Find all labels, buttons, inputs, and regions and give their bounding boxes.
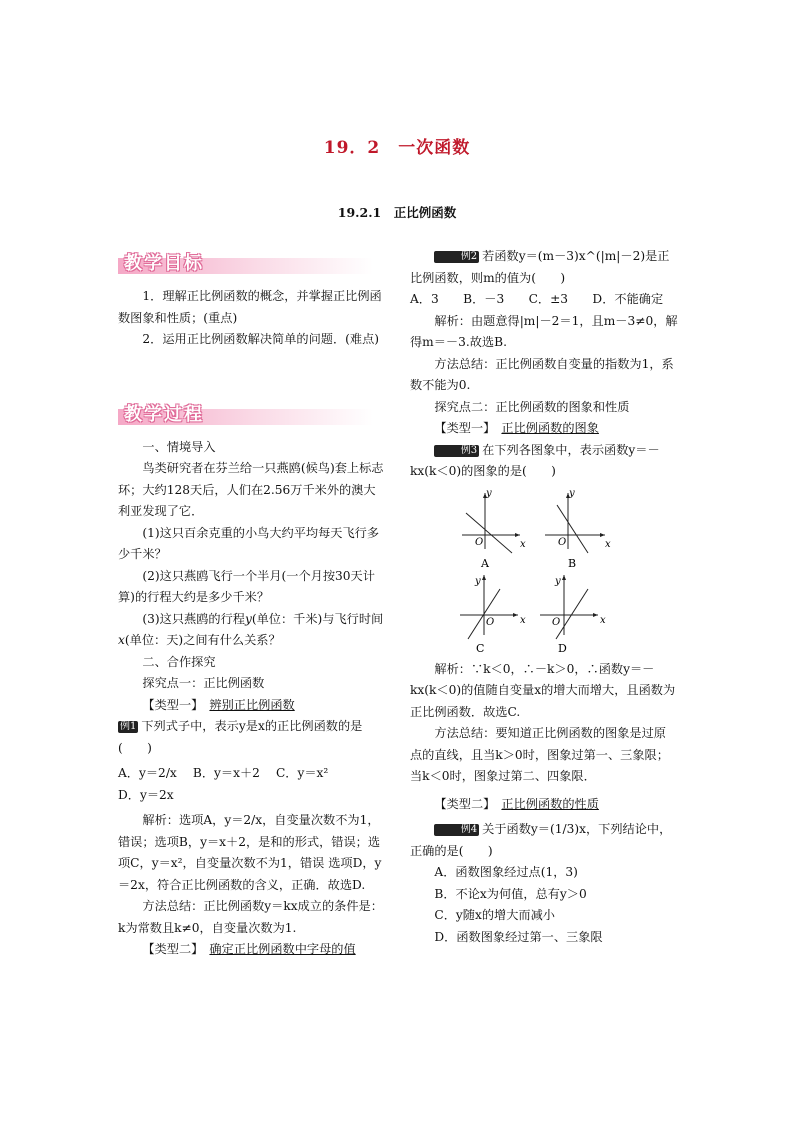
graph-a — [462, 488, 526, 570]
option-b: B．y＝x＋2 — [192, 766, 260, 780]
banner-teaching-goals — [118, 252, 384, 278]
graph-options-figure — [460, 487, 630, 657]
graph-d — [540, 575, 606, 655]
goal-1: 1．理解正比例函数的概念，并掌握正比例函数图象和性质；(重点) — [118, 289, 382, 325]
example-1-badge: 例1 — [120, 721, 137, 732]
graph-b-x-label: x — [605, 538, 611, 550]
example-2-options: A．3 B．－3 C．±3 D．不能确定 — [410, 292, 664, 306]
goal-2: 2．运用正比例函数解决简单的问题．(难点) — [142, 332, 380, 346]
graph-a-label: A — [481, 556, 489, 570]
graph-a-origin: O — [475, 536, 484, 548]
graph-d-x-label: x — [600, 614, 606, 626]
type4-heading: 【类型二】 正比例函数的性质 — [434, 796, 599, 811]
graph-d-label: D — [558, 641, 567, 655]
option-d: D．y＝2x — [118, 787, 174, 802]
example-4-option-d: D．函数图象经过第一、三象限 — [434, 929, 603, 944]
intro-question-3: (3)这只燕鸥的行程y(单位：千米)与飞行时间x(单位：天)之间有什么关系？ — [118, 611, 384, 647]
example-2-summary: 方法总结：正比例函数自变量的指数为1，系数不能为0. — [410, 356, 674, 392]
graph-c-origin: O — [486, 616, 495, 628]
explore-point-1: 探究点一：正比例函数 — [142, 676, 265, 690]
explore-heading: 二、合作探究 — [142, 654, 216, 669]
graph-a-x-label: x — [520, 538, 526, 550]
graph-d-y-label: y — [555, 575, 561, 587]
example-3-analysis: 解析：∵k＜0，∴－k＞0，∴函数y＝－kx(k＜0)的值随自变量x的增大而增大，且函数为正比例函数．故选C. — [410, 661, 676, 719]
banner-teaching-process — [118, 403, 384, 429]
graph-b — [545, 488, 611, 570]
example-2-badge: 例2 — [434, 251, 479, 263]
option-a: A．y＝2/x — [118, 766, 177, 780]
intro-heading: 一、情境导入 — [142, 439, 216, 454]
example-2-question: 例2 若函数y＝(m－3)x^(|m|－2)是正比例函数，则m的值为( ) — [410, 249, 670, 285]
example-4-badge: 例4 — [434, 824, 479, 836]
example-3-question: 例3 在下列各图象中，表示函数y＝－kx(k＜0)的图象的是( ) — [410, 442, 660, 478]
example-3-badge: 例3 — [434, 445, 479, 457]
graph-b-label: B — [568, 556, 577, 570]
intro-question-2: (2)这只燕鸥飞行一个半月(一个月按30天计算)的行程大约是多少千米？ — [118, 568, 375, 604]
chapter-title: 19．2 一次函数 — [323, 138, 471, 158]
intro-story: 鸟类研究者在芬兰给一只燕鸥(候鸟)套上标志环；大约128天后，人们在2.56万千米外的澳大利亚发现了它． — [118, 461, 384, 518]
example-3-summary: 方法总结：要知道正比例函数的图象是过原点的直线，且当k＞0时，图象过第一、三象限；当k＜0时，图象过第二、四象限． — [410, 726, 669, 783]
banner-label: 教学过程 — [124, 403, 204, 425]
graph-b-y-label: y — [569, 487, 575, 499]
graph-c-y-label: y — [475, 575, 481, 587]
right-column — [410, 246, 678, 948]
graph-a-y-label: y — [486, 487, 492, 499]
example-4-option-a: A．函数图象经过点(1，3) — [434, 865, 578, 879]
example-1-question: 例1 下列式子中，表示y是x的正比例函数的是( ) — [118, 719, 363, 755]
example-4-option-c: C．y随x的增大而减小 — [434, 908, 555, 922]
example-1-summary: 方法总结：正比例函数y＝kx成立的条件是：k为常数且k≠0，自变量次数为1. — [118, 899, 383, 935]
section-title: 19.2.1 正比例函数 — [337, 205, 457, 220]
example-1-options — [118, 763, 384, 806]
option-c: C．y＝x² — [275, 766, 329, 780]
graph-c-x-label: x — [520, 614, 526, 626]
explore-point-2: 探究点二：正比例函数的图象和性质 — [434, 399, 630, 414]
graph-d-origin: O — [552, 616, 561, 628]
intro-question-1: (1)这只百余克重的小鸟大约平均每天飞行多少千米？ — [118, 525, 380, 561]
graph-c-label: C — [476, 641, 485, 655]
type2-heading: 【类型二】 确定正比例函数中字母的值 — [142, 942, 356, 956]
example-4-question: 例4 关于函数y＝(1/3)x，下列结论中，正确的是( ) — [410, 822, 672, 858]
type3-heading: 【类型一】 正比例函数的图象 — [434, 421, 599, 435]
banner-label: 教学目标 — [124, 253, 204, 274]
example-2-analysis: 解析：由题意得|m|－2＝1，且m－3≠0，解得m＝－3.故选B. — [410, 313, 678, 349]
example-4-option-b: B．不论x为何值，总有y＞0 — [434, 886, 587, 901]
left-column — [118, 252, 384, 961]
graph-c — [460, 575, 526, 655]
graph-b-origin: O — [558, 536, 567, 548]
example-1-analysis: 解析：选项A，y＝2/x，自变量次数不为1，错误；选项B，y＝x＋2，是和的形式，错误；选项C，y＝x²，自变量次数不为1，错误 选项D，y＝2x，符合正比例函数的含义，正确．故选D. — [118, 813, 382, 892]
type1-heading: 【类型一】 辨别正比例函数 — [142, 697, 295, 712]
